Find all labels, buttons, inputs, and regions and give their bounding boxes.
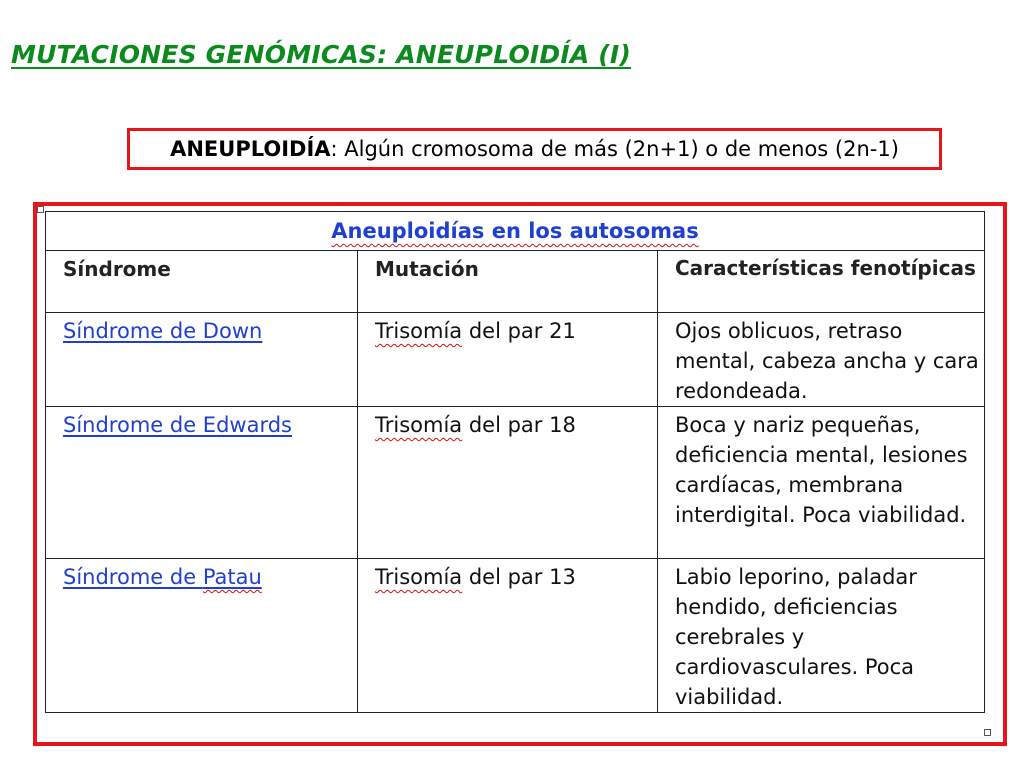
traits-cell: Ojos oblicuos, retraso mental, cabeza ancha y cara redondeada.: [658, 313, 985, 407]
header-mutation: Mutación: [358, 251, 658, 313]
syndrome-link-down[interactable]: Síndrome de Down: [46, 313, 358, 407]
header-traits: Características fenotípicas: [658, 251, 985, 313]
table-caption: Aneuploidías en los autosomas: [331, 219, 699, 243]
page-title: MUTACIONES GENÓMICAS: ANEUPLOIDÍA (I): [11, 40, 632, 69]
resize-handle-top-left-icon[interactable]: [37, 206, 44, 213]
syndrome-link-patau[interactable]: Síndrome de Patau: [46, 559, 358, 713]
header-syndrome: Síndrome: [46, 251, 358, 313]
definition-term: ANEUPLOIDÍA: [170, 137, 331, 161]
mutation-cell: Trisomía del par 13: [358, 559, 658, 713]
table-row: [46, 559, 985, 713]
mutation-cell: Trisomía del par 21: [358, 313, 658, 407]
table-row: [46, 313, 985, 407]
aneuploidy-table: [45, 211, 985, 713]
mutation-cell: Trisomía del par 18: [358, 407, 658, 559]
traits-cell: Labio leporino, paladar hendido, deficiencias cerebrales y cardiovasculares. Poca viabilidad.: [658, 559, 985, 713]
definition-text: : Algún cromosoma de más (2n+1) o de menos (2n-1): [330, 137, 899, 161]
definition-box: [127, 128, 942, 170]
table-caption-cell: [46, 212, 985, 251]
syndrome-link-edwards[interactable]: Síndrome de Edwards: [46, 407, 358, 559]
table-row: [46, 407, 985, 559]
traits-cell: Boca y nariz pequeñas, deficiencia mental, lesiones cardíacas, membrana interdigital. Poca viabilidad.: [658, 407, 985, 559]
resize-handle-bottom-right-icon[interactable]: [984, 729, 991, 736]
